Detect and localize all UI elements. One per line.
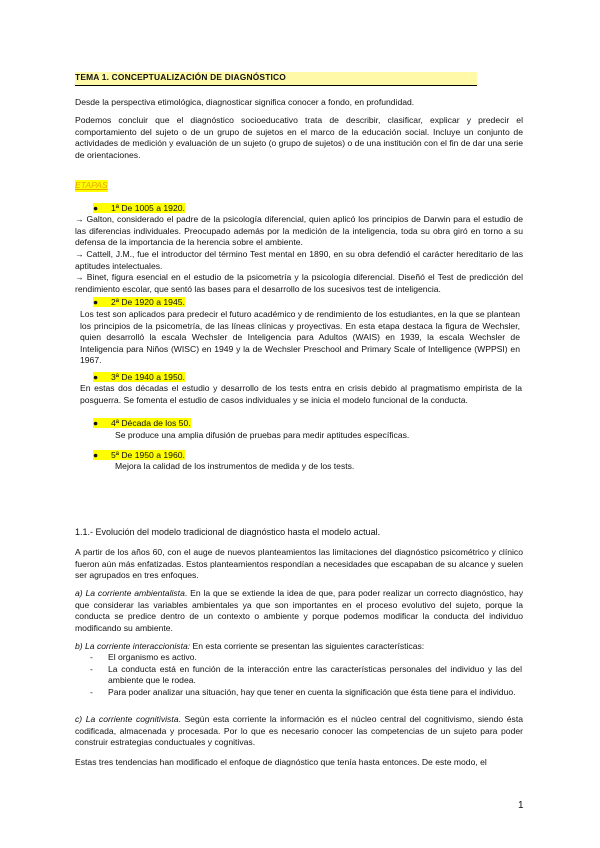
corriente-a-text: . En la que se extiende la idea de que, para poder realizar un correcto diagnóstico, hay que considerar las variables ambientales ya que son importantes en el proceso evolutivo del sujeto, porque la conducta se predice dentro de un contexto o ambiente y porque podemos modificar la conducta del individuo modificando su ambiente. [75,588,523,633]
corriente-c-paragraph [75,714,523,749]
corriente-c-text: . Según esta corriente la información es el núcleo central del cognitivismo, siendo ésta codificada, almacenada y procesada. Por lo que es necesario conocer las competencias de un sujeto para poder construir estrategias conductuales y cognitivas. [75,714,524,748]
bullet-icon: ● [93,203,99,213]
corriente-b-text: En esta corriente se presentan las siguientes características: [190,641,425,651]
stage-4-bullet [93,418,191,430]
intro-paragraph-1: Desde la perspectiva etimológica, diagnosticar significa conocer a fondo, en profundidad. [75,97,415,107]
bullet-icon: ● [93,418,99,428]
stage-2-label: 2ª De 1920 a 1945. [111,297,185,307]
etapas-heading: ETAPAS [75,180,108,190]
stage-1-cattell: → Cattell, J.M., fue el introductor del término Test mental en 1890, en su obra defendió el carácter hereditario de las aptitudes intelectuales. [75,249,523,271]
stage-1-label: 1ª De 1005 a 1920. [111,203,185,213]
corriente-a-label: a) La corriente ambientalista [75,588,185,598]
stage-4-text: Se produce una amplia difusión de pruebas para medir aptitudes específicas. [115,430,410,440]
bullet-icon: ● [93,450,99,460]
section-heading: 1.1.- Evolución del modelo tradicional de diagnóstico hasta el modelo actual. [75,527,381,537]
stage-3-label: 3ª De 1940 a 1950. [111,372,185,382]
section-intro: A partir de los años 60, con el auge de nuevos planteamientos las limitaciones del diagnóstico psicométrico y clínico fueron aún más enfatizadas. Estos planteamientos respondían a necesidades que escapaban de su alcance y suelen ser agrupados en tres enfoques. [75,547,523,581]
list-item: - Para poder analizar una situación, hay que tener en cuenta la significación que ésta tiene para el individuo. [90,687,522,699]
stage-2-text: Los test son aplicados para predecir el futuro académico y de rendimiento de los estudiantes, en la que se plantean los principios de la psicometría, de las líneas clínicas y proyectivas. En esta etapa destaca la figura de Wechsler, quien desarrolló la escala Wechsler de Inteligencia para Adultos (WAIS) en 1939, la escala Wechsler de Inteligencia para Niños (WISC) en 1949 y la de Wechsler Preschool and Primary Scale of Intelligence (WPPSI) en 1967. [80,309,520,366]
list-item: - El organismo es activo. [90,652,522,664]
stage-3-text: En estas dos décadas el estudio y desarrollo de los tests entra en crisis debido al pragmatismo empirista de la posguerra. Se fomenta el estudio de casos individuales y se inicia el modelo funcional de la conducta. [80,383,522,405]
list-item: - La conducta está en función de la interacción entre las características personales del individuo y las del ambiente que le rodea. [90,664,522,687]
corriente-a-paragraph [75,588,523,634]
bullet-icon: ● [93,297,99,307]
stage-1-galton: → Galton, considerado el padre de la psicología diferencial, quien aplicó los principios de Darwin para el estudio de las diferencias individuales. Preocupado además por la medición de la inteligencia, toda su obra giró en torno a su defensa de la importancia de la herencia sobre el ambiente. [75,214,523,248]
stage-4-label: 4ª Década de los 50. [111,418,191,428]
stage-2-bullet [93,297,185,309]
stage-3-bullet [93,372,185,384]
corriente-b-list [90,652,522,698]
stage-5-bullet [93,450,185,462]
bullet-icon: ● [93,372,99,382]
corriente-c-label: c) La corriente cognitivista [75,714,179,724]
intro-paragraph-2: Podemos concluir que el diagnóstico socioeducativo trata de describir, clasificar, explicar y predecir el comportamiento del sujeto o de un grupo de sujetos en el marco de la educación social. Incluye un conjunto de actividades de medición y evaluación de un sujeto (o grupo de sujetos) o de una institución con el fin de dar una serie de orientaciones. [75,115,523,160]
stage-5-text: Mejora la calidad de los instrumentos de medida y de los tests. [115,461,355,471]
corriente-b-label: b) La corriente interaccionista: [75,641,191,651]
stage-1-bullet [93,203,185,215]
document-title: TEMA 1. CONCEPTUALIZACIÓN DE DIAGNÓSTICO [75,72,477,86]
stage-5-label: 5ª De 1950 a 1960. [111,450,185,460]
corriente-b-paragraph [75,641,523,653]
closing-paragraph: Estas tres tendencias han modificado el enfoque de diagnóstico que tenía hasta entonces. De este modo, el [75,757,487,767]
stage-1-binet: → Binet, figura esencial en el estudio de la psicometría y la psicología diferencial. Diseñó el Test de predicción del rendimiento escolar, que sentó las bases para el desarrollo de los sucesivos test de inteligencia. [75,272,523,294]
page-number: 1 [518,800,524,811]
